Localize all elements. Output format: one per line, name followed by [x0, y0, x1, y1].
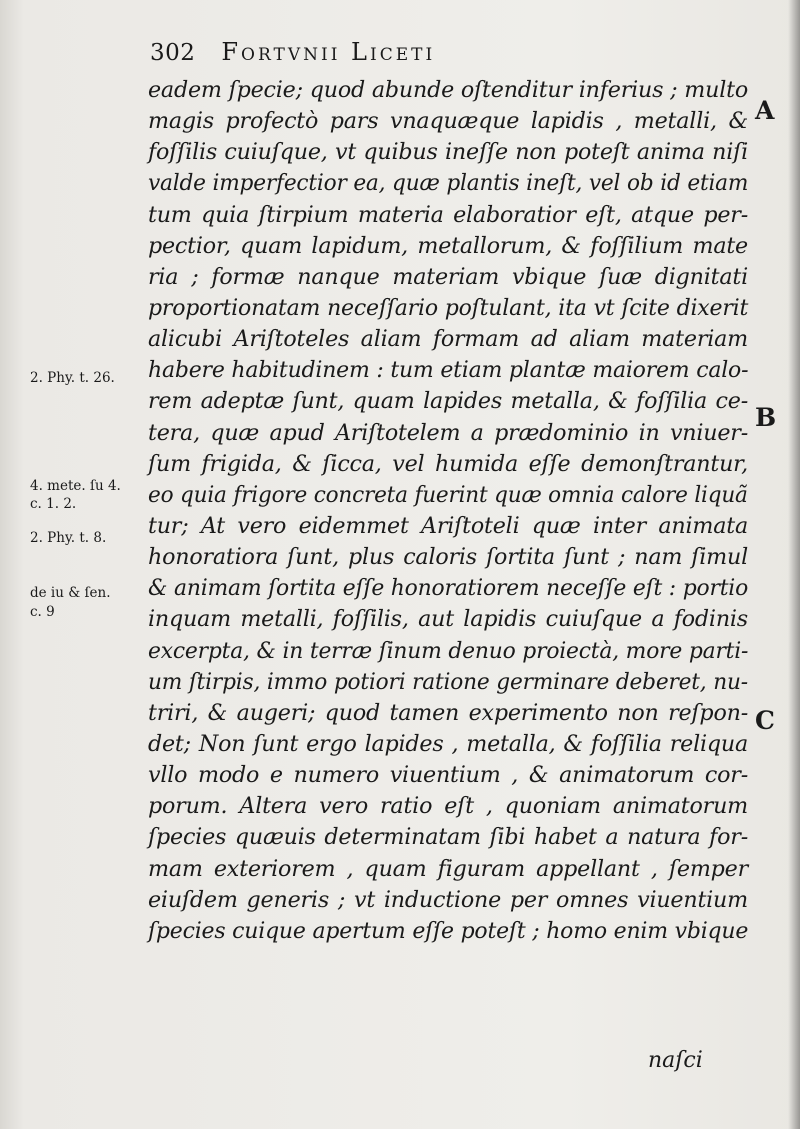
body-line: alicubi Ariſtoteles aliam formam ad aliam materiam [148, 326, 748, 353]
section-marker: C [755, 706, 775, 735]
body-line: inquam metalli, foſſilis, aut lapidis cuiuſque a fodinis [148, 606, 748, 633]
body-line: porum. Altera vero ratio eſt , quoniam animatorum [148, 793, 748, 820]
body-line: det; Non ſunt ergo lapides , metalla, & foſſilia reliqua [148, 730, 748, 757]
body-line: ſpecies quæuis determinatam ſibi habet a natura for- [148, 824, 748, 851]
body-line: valde imperfectior ea, quæ plantis ineſt, vel ob id etiam [148, 170, 749, 197]
body-line: eo quia frigore concreta fuerint quæ omnia calore liquã [148, 481, 748, 508]
page-edge-shadow [788, 0, 800, 1129]
section-marker: B [755, 403, 777, 432]
body-line: habere habitudinem : tum etiam plantæ maiorem calo- [148, 357, 749, 384]
body-line: eadem ſpecie; quod abunde oſtenditur inferius ; multo [148, 77, 748, 103]
body-line: tum quia ſtirpium materia elaboratior eſt, atque per- [148, 201, 748, 228]
marginal-note: 4. mete. ſu 4. [30, 478, 121, 494]
body-line: pectior, quam lapidum, metallorum, & foſſilium mate [148, 232, 748, 259]
marginal-note: de iu & ſen. [30, 585, 111, 601]
body-line: honoratiora ſunt, plus caloris ſortita ſunt ; nam ſimul [148, 544, 748, 571]
body-line: rem adeptæ ſunt, quam lapides metalla, & foſſilia ce- [148, 388, 748, 415]
body-text [148, 75, 748, 947]
body-line: ſpecies cuique apertum eſſe poteſt ; homo enim vbique [148, 917, 749, 944]
marginal-note: 2. Phy. t. 8. [30, 530, 107, 546]
body-line: proportionatam neceſſario poſtulant, ita vt ſcite dixerit [148, 294, 749, 321]
body-line: tur; At vero eidemmet Ariſtoteli quæ inter animata [148, 512, 748, 539]
body-line: foſſilis cuiuſque, vt quibus ineſſe non poteſt anima niſi [148, 139, 748, 166]
body-line: tera, quæ apud Ariſtotelem a prædominio in vniuer- [148, 419, 748, 446]
page-number: 302 [150, 40, 196, 66]
running-head: Fortvnii Liceti [221, 38, 436, 66]
marginal-note: 2. Phy. t. 26. [30, 370, 115, 386]
body-line: & animam ſortita eſſe honoratiorem neceſſe eſt : portio [148, 575, 749, 602]
marginal-note: c. 9 [30, 604, 55, 620]
body-line: triri, & augeri; quod tamen experimento non reſpon- [148, 699, 748, 726]
body-line: um ſtirpis, immo potiori ratione germinare deberet, nu- [148, 668, 748, 695]
body-line: vllo modo e numero viuentium , & animatorum cor- [148, 762, 748, 789]
catchword: naſci [648, 1048, 703, 1073]
body-line: ſum frigida, & ſicca, vel humida eſſe demonſtrantur, [148, 450, 748, 477]
body-line: magis profectò pars vnaquæque lapidis , metalli, & [148, 108, 748, 135]
body-line: excerpta, & in terræ ſinum denuo proiectà, more parti- [148, 637, 749, 664]
body-line: eiuſdem generis ; vt inductione per omnes viuentium [148, 886, 748, 913]
body-line: ria ; formæ nanque materiam vbique ſuæ dignitati [148, 263, 748, 290]
body-line: mam exteriorem , quam figuram appellant , ſemper [148, 855, 748, 882]
marginal-note: c. 1. 2. [30, 496, 77, 512]
page-header [150, 38, 620, 66]
section-marker: A [755, 96, 775, 125]
